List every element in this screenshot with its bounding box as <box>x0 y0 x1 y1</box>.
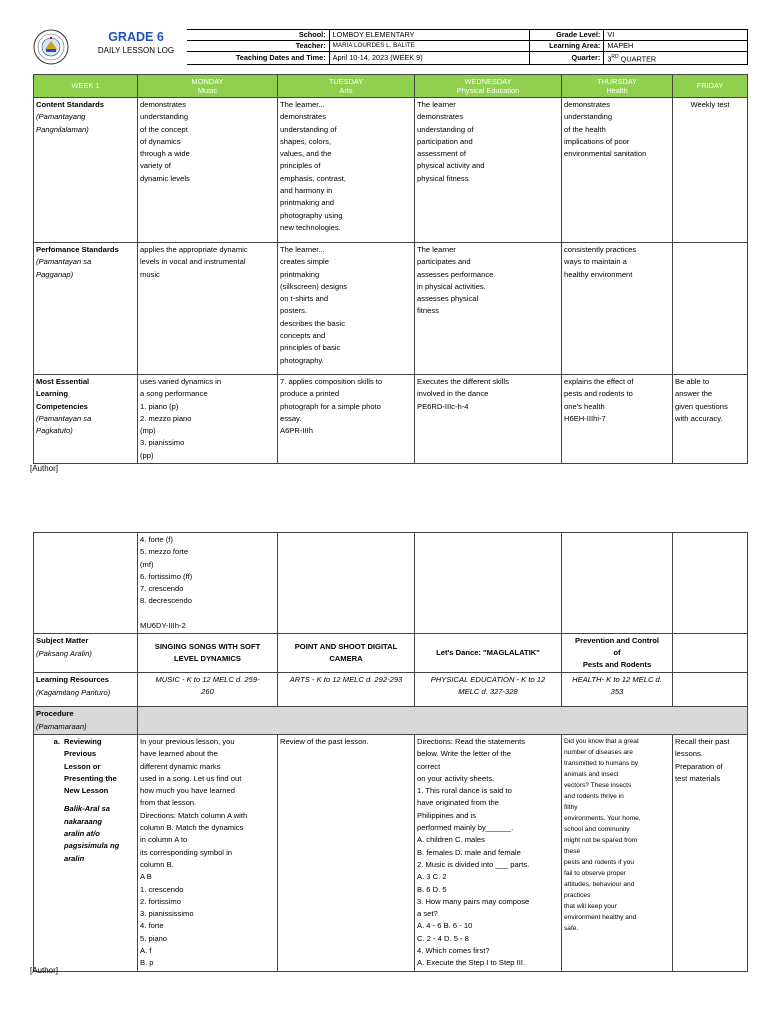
cell-thursday: demonstrates understanding of the health implications of poor environmental sanitation <box>562 98 673 243</box>
dates-value: April 10-14, 2023 (WEEK 9) <box>329 52 529 65</box>
cell-thursday: Prevention and Control of Pests and Rodents <box>562 634 673 673</box>
melc-row <box>34 375 748 464</box>
cell-monday: SINGING SONGS WITH SOFT LEVEL DYNAMICS <box>138 634 278 673</box>
cell-wednesday: The learner demonstrates understanding of participation and assessment of physical activity and physical fitness <box>415 98 562 243</box>
cell-friday <box>673 533 748 634</box>
cell-tuesday: ARTS - K to 12 MELC d. 292-293 <box>278 673 415 707</box>
cell-tuesday: 7. applies composition skills to produce a printed photograph for a simple photo essay. A6PR-IIIh <box>278 375 415 464</box>
cell-friday: Weekly test <box>673 98 748 243</box>
teacher-label: Teacher: <box>187 41 329 52</box>
row-label: Content Standards (Pamantayang Pangnilalaman) <box>34 98 138 243</box>
teacher-value: MARIA LOURDES L. BALITE <box>329 41 529 52</box>
day-header-friday: FRIDAY <box>673 75 748 98</box>
day-header-thursday: THURSDAY Health <box>562 75 673 98</box>
author-footer-page1: [Author] <box>30 464 59 473</box>
author-footer-page2: [Author] <box>30 966 59 975</box>
grade-level-value: VI <box>604 30 748 41</box>
quarter-superscript: RD <box>611 54 619 60</box>
learning-resources-row <box>34 673 748 707</box>
row-label <box>34 533 138 634</box>
quarter-value <box>604 52 748 65</box>
cell-friday: Recall their past lessons. Preparation of test materials <box>673 734 748 971</box>
quarter-label: Quarter: <box>529 52 603 65</box>
cell-tuesday <box>278 533 415 634</box>
cell-tuesday: The learner... demonstrates understanding of shapes, colors, values, and the principles of emphasis, contrast, and harmony in printmaking and photography using new technologies. <box>278 98 415 243</box>
quarter-word: QUARTER <box>620 54 657 64</box>
cell-tuesday: POINT AND SHOOT DIGITAL CAMERA <box>278 634 415 673</box>
cell-monday: 4. forte (f) 5. mezzo forte (mf) 6. fortissimo (ff) 7. crescendo 8. decrescendo MU6DY-IIIh-2 <box>138 533 278 634</box>
day-header-monday: MONDAY Music <box>138 75 278 98</box>
cell-wednesday: PHYSICAL EDUCATION - K to 12 MELC d. 327-328 <box>415 673 562 707</box>
cell-monday: demonstrates understanding of the concept of dynamics through a wide variety of dynamic levels <box>138 98 278 243</box>
log-title: DAILY LESSON LOG <box>97 46 175 55</box>
cell-thursday: HEALTH- K to 12 MELC d. 353 <box>562 673 673 707</box>
deped-seal-icon <box>33 29 69 65</box>
dates-label: Teaching Dates and Time: <box>187 52 329 65</box>
day-header-wednesday: WEDNESDAY Physical Education <box>415 75 562 98</box>
cell-friday <box>673 243 748 375</box>
grade-level-label: Grade Level: <box>529 30 603 41</box>
cell-friday <box>673 673 748 707</box>
content-standards-row <box>34 98 748 243</box>
melc-continued-row <box>34 533 748 634</box>
subject-matter-row <box>34 634 748 673</box>
performance-standards-row <box>34 243 748 375</box>
info-table <box>187 29 748 65</box>
cell-friday: Be able to answer the given questions with accuracy. <box>673 375 748 464</box>
row-label: Perfomance Standards (Pamantayan sa Pagganap) <box>34 243 138 375</box>
row-label: Learning Resources (Kagamitang Panturo) <box>34 673 138 707</box>
quarter-number: 3 <box>607 54 612 64</box>
document-header <box>33 29 748 65</box>
school-label: School: <box>187 30 329 41</box>
cell-thursday: Did you know that a great number of diseases are transmitted to humans by animals and insect vectors? These insects and rodents thrive in filthy environments. Your home, school and community might not be spared from these pests and rodents if you fail to observe proper attitudes, behaviour and practices that will keep your environment healthy and safe. <box>562 734 673 971</box>
cell-monday: applies the appropriate dynamic levels in vocal and instrumental music <box>138 243 278 375</box>
cell-tuesday: The learner... creates simple printmaking (silkscreen) designs on t-shirts and posters. describes the basic concepts and principles of basic photography. <box>278 243 415 375</box>
cell-monday: uses varied dynamics in a song performance 1. piano (p) 2. mezzo piano (mp) 3. pianissimo (pp) <box>138 375 278 464</box>
week-header: WEEK 1 <box>34 75 138 98</box>
cell-friday <box>673 634 748 673</box>
cell-wednesday: Let's Dance: "MAGLALATIK" <box>415 634 562 673</box>
cell-monday: MUSIC - K to 12 MELC d. 259- 260 <box>138 673 278 707</box>
row-label: a. Reviewing Previous Lesson or Presenting the New Lesson Balik-Aral sa nakaraang aralin at/o pagsisimula ng aralin <box>34 734 138 971</box>
cell-wednesday: Executes the different skills involved in the dance PE6RD-IIIc-h-4 <box>415 375 562 464</box>
day-header-tuesday: TUESDAY Arts <box>278 75 415 98</box>
area-value: MAPEH <box>604 41 748 52</box>
review-row <box>34 734 748 971</box>
cell-thursday <box>562 533 673 634</box>
cell-thursday: consistently practices ways to maintain a healthy environment <box>562 243 673 375</box>
grade-title: GRADE 6 <box>108 30 164 44</box>
lesson-table-page2 <box>33 532 748 972</box>
school-value: LOMBOY ELEMENTARY <box>329 30 529 41</box>
day-header-row <box>34 75 748 98</box>
cell-wednesday: The learner participates and assesses performance in physical activities. assesses physical fitness <box>415 243 562 375</box>
cell-thursday: explains the effect of pests and rodents to one's health H6EH-IIIhi-7 <box>562 375 673 464</box>
cell-monday: In your previous lesson, you have learned about the different dynamic marks used in a song. Let us find out how much you have learned from that lesson. Directions: Match column A with column B. Match the dynamics in column A to its corresponding symbol in column B. A B 1. crescendo 2. fortissimo 3. pianississimo 4. forte 5. piano A. f B. p <box>138 734 278 971</box>
procedure-row <box>34 707 748 735</box>
lesson-table-page1 <box>33 74 748 464</box>
cell-wednesday <box>415 533 562 634</box>
row-label: Procedure (Pamamaraan) <box>34 707 138 735</box>
procedure-band <box>138 707 748 735</box>
row-label: Most Essential Learning Competencies (Pamantayan sa Pagkatuto) <box>34 375 138 464</box>
cell-wednesday: Directions: Read the statements below. Write the letter of the correct on your activity sheets. 1. This rural dance is said to have originated from the Philippines and is performed mainly by______. A. children C. males B. females D. male and female 2. Music is divided into ___ parts. A. 3 C. 2 B. 6 D. 5 3. How many pairs may compose a set? A. 4 - 6 B. 6 - 10 C. 2 - 4 D. 5 - 8 4. Which comes first? A. Execute the Step I to Step III. <box>415 734 562 971</box>
cell-tuesday: Review of the past lesson. <box>278 734 415 971</box>
row-label: Subject Matter (Paksang Aralin) <box>34 634 138 673</box>
area-label: Learning Area: <box>529 41 603 52</box>
